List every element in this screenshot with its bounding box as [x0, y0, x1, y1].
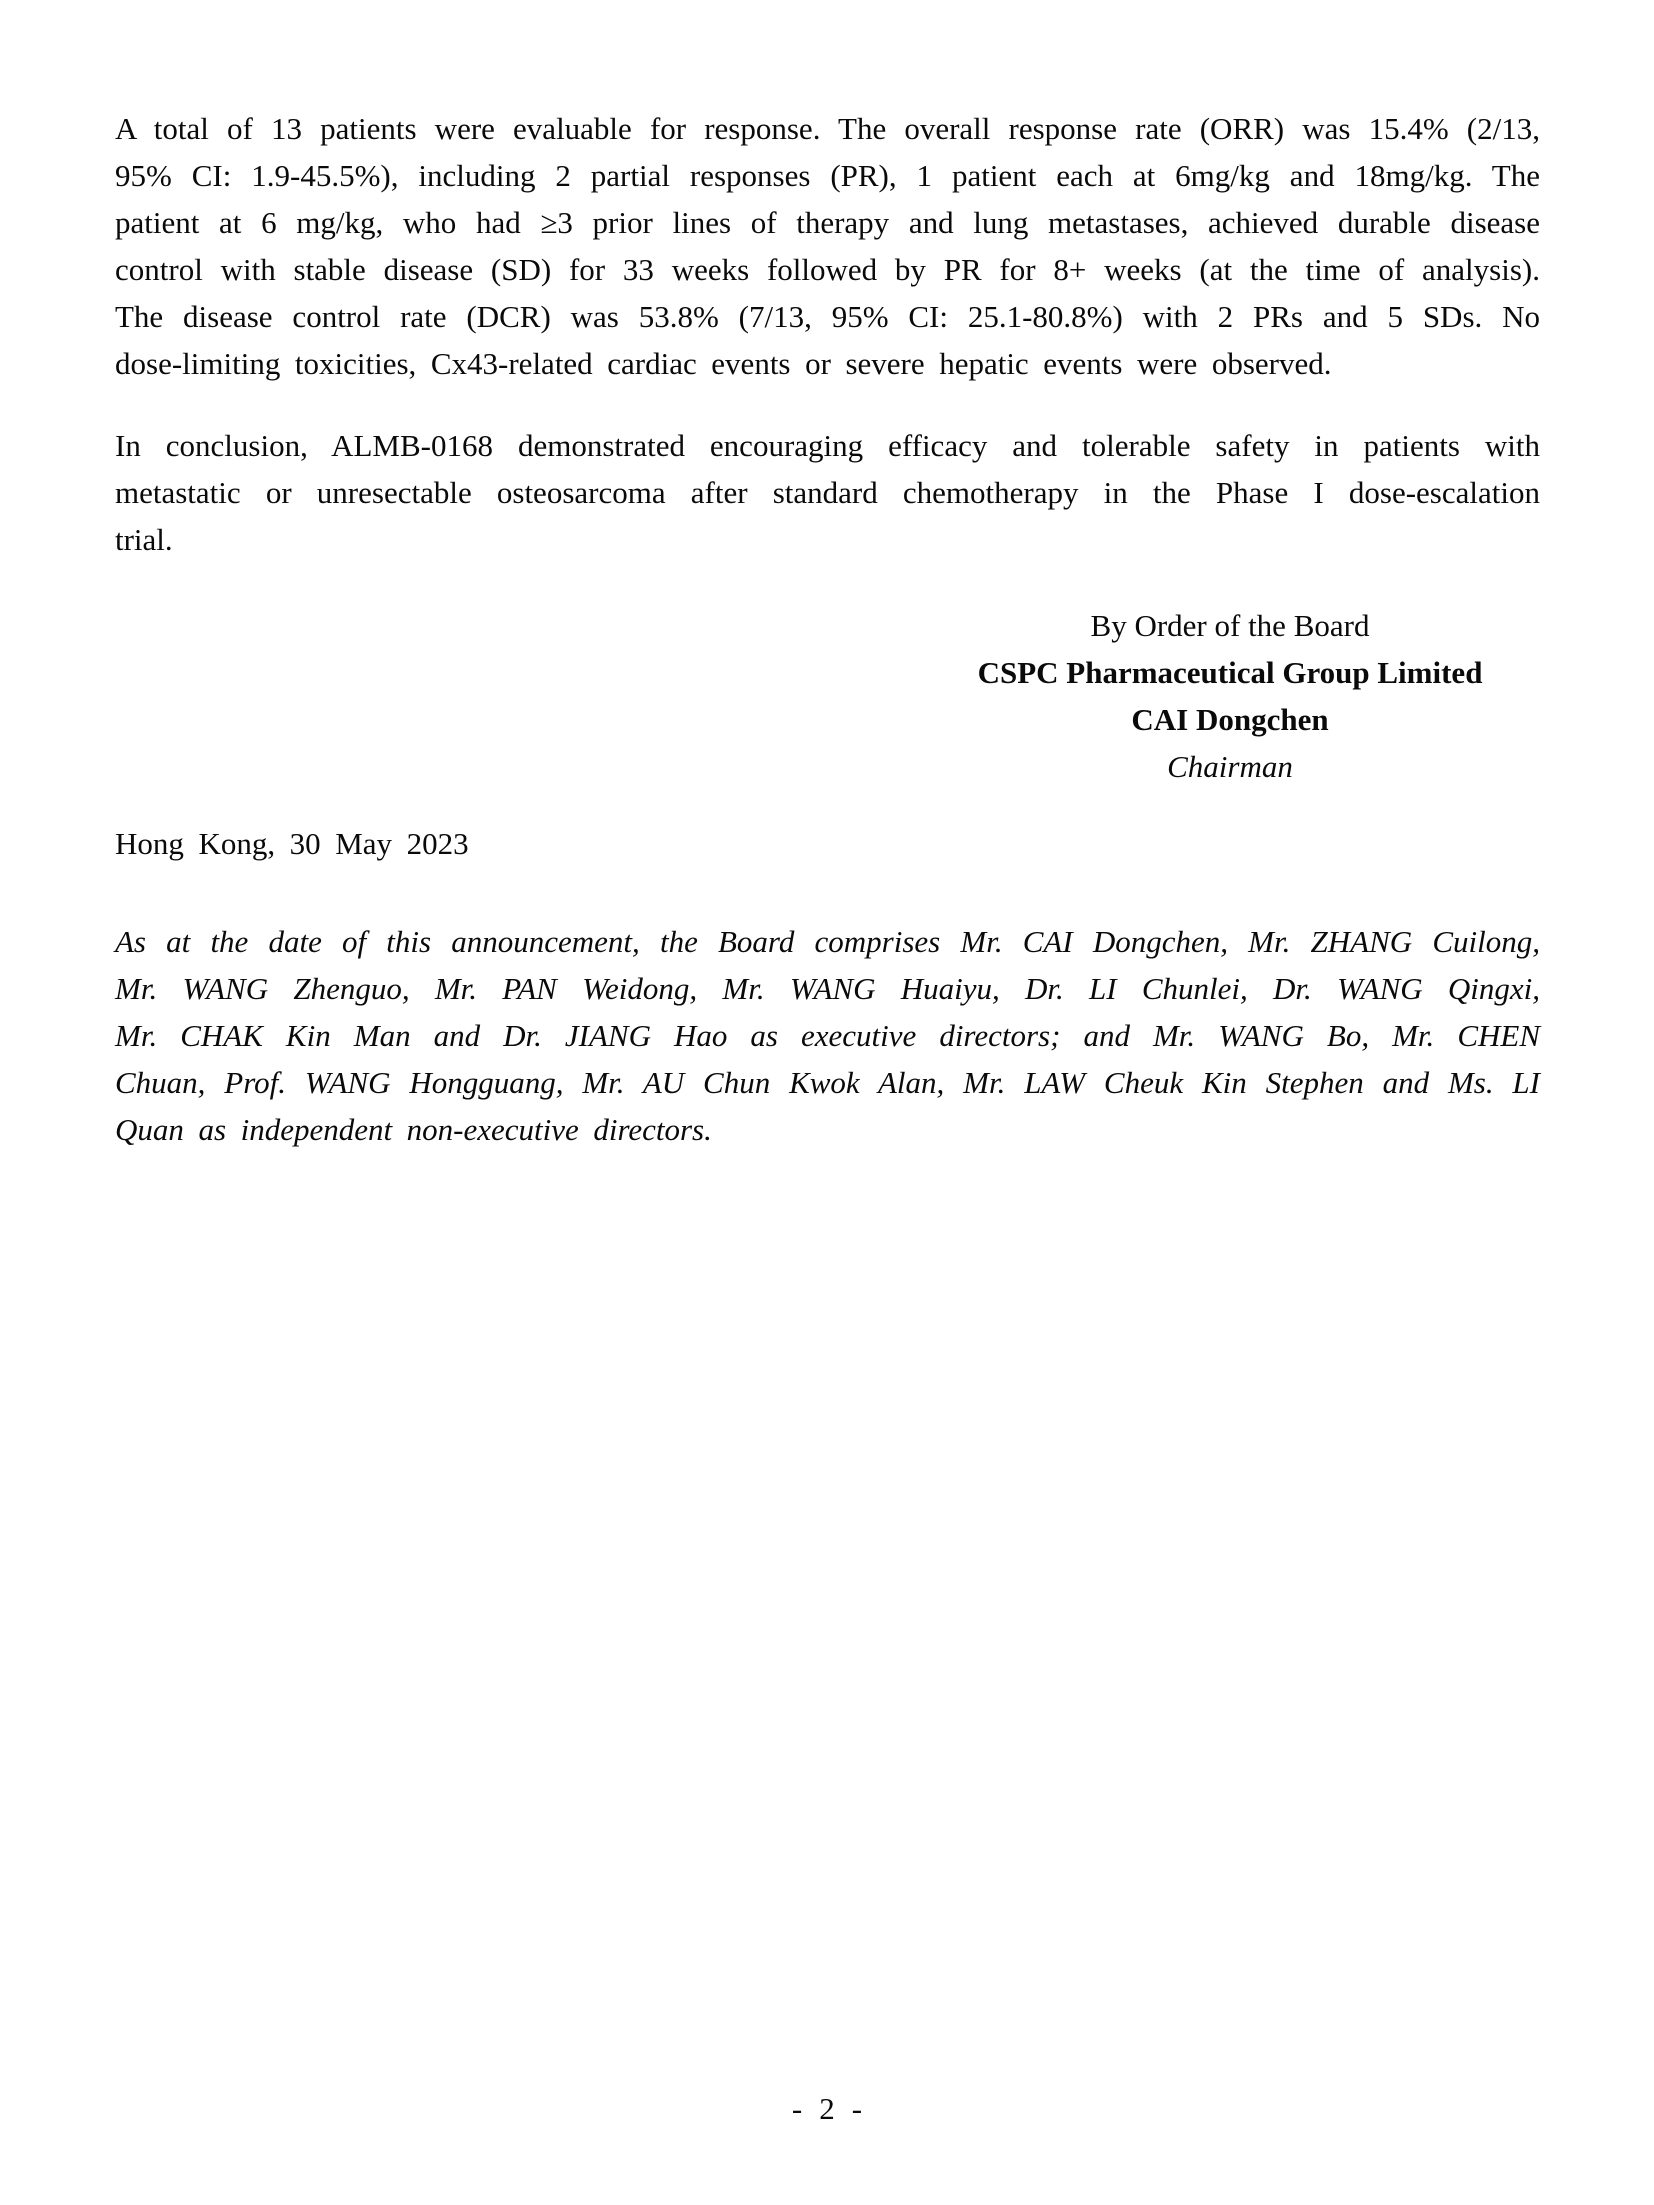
text-line: patient at 6 mg/kg, who had ≥3 prior lines of therapy and lung metastases, achieved durable disease	[115, 205, 1540, 240]
signatory-title: Chairman	[1167, 749, 1293, 784]
text-line: As at the date of this announcement, the Board comprises Mr. CAI Dongchen, Mr. ZHANG Cuilong,	[115, 924, 1540, 959]
text-line: A total of 13 patients were evaluable for response. The overall response rate (ORR) was 15.4% (2/13,	[115, 111, 1540, 146]
by-order-of-board-line: By Order of the Board	[1090, 608, 1370, 643]
text-line: trial.	[115, 522, 173, 557]
text-line: In conclusion, ALMB-0168 demonstrated encouraging efficacy and tolerable safety in patients with	[115, 428, 1540, 463]
board-composition-note	[115, 918, 1540, 1153]
text-line: metastatic or unresectable osteosarcoma after standard chemotherapy in the Phase I dose-escalation	[115, 475, 1540, 510]
text-line: Quan as independent non-executive directors.	[115, 1112, 712, 1147]
paragraph-conclusion	[115, 422, 1540, 563]
page-number: - 2 -	[791, 2091, 863, 2126]
dateline: Hong Kong, 30 May 2023	[115, 826, 469, 861]
text-line: 95% CI: 1.9-45.5%), including 2 partial responses (PR), 1 patient each at 6mg/kg and 18mg/kg. The	[115, 158, 1540, 193]
signatory-name: CAI Dongchen	[1131, 702, 1329, 737]
text-line: The disease control rate (DCR) was 53.8% (7/13, 95% CI: 25.1-80.8%) with 2 PRs and 5 SDs. No	[115, 299, 1540, 334]
signature-block	[950, 602, 1510, 790]
text-line: Mr. WANG Zhenguo, Mr. PAN Weidong, Mr. WANG Huaiyu, Dr. LI Chunlei, Dr. WANG Qingxi,	[115, 971, 1540, 1006]
text-line: dose-limiting toxicities, Cx43-related cardiac events or severe hepatic events were observed.	[115, 346, 1332, 381]
company-name: CSPC Pharmaceutical Group Limited	[977, 655, 1483, 690]
text-line: control with stable disease (SD) for 33 weeks followed by PR for 8+ weeks (at the time of analysis).	[115, 252, 1540, 287]
text-line: Mr. CHAK Kin Man and Dr. JIANG Hao as executive directors; and Mr. WANG Bo, Mr. CHEN	[115, 1018, 1540, 1053]
paragraph-results	[115, 105, 1540, 387]
text-line: Chuan, Prof. WANG Hongguang, Mr. AU Chun Kwok Alan, Mr. LAW Cheuk Kin Stephen and Ms. LI	[115, 1065, 1540, 1100]
